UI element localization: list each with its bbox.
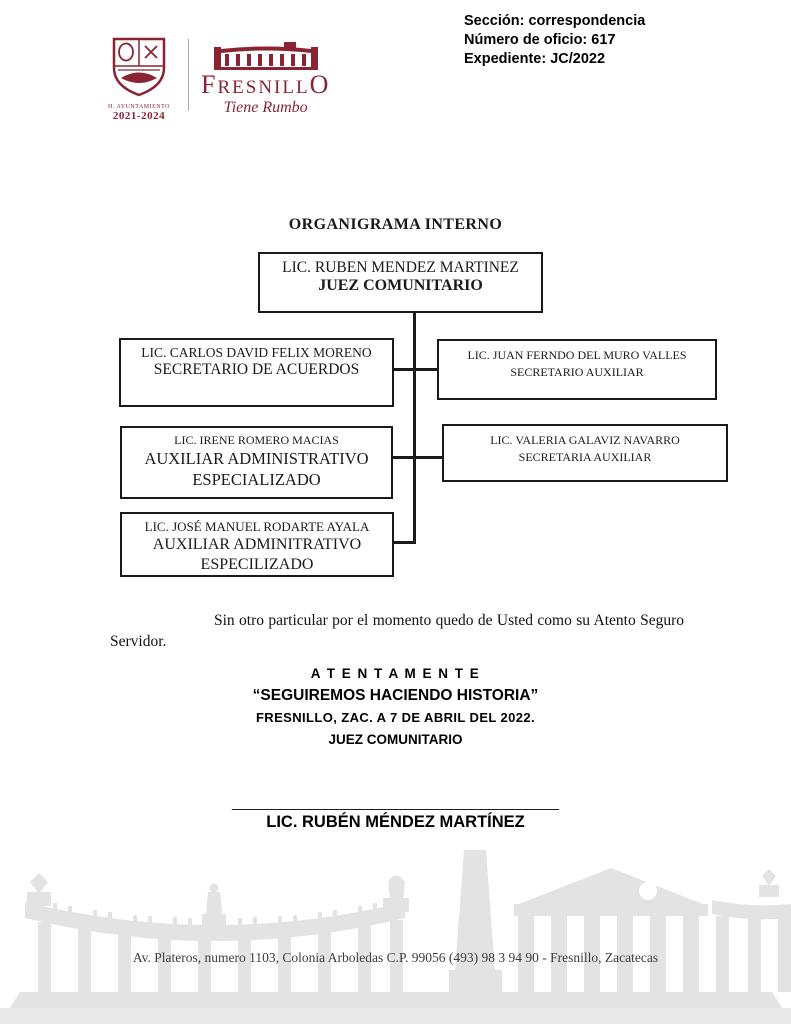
- org-connector-elbow: [392, 541, 415, 544]
- org-node-name: LIC. VALERIA GALAVIZ NAVARRO: [490, 433, 680, 447]
- signature-block: [0, 794, 791, 832]
- org-connector-row1: [392, 368, 437, 371]
- org-node-auxiliar-adminitrativo-especilizado: [120, 512, 394, 577]
- org-node-secretario-de-acuerdos: [119, 338, 394, 407]
- meta-expediente: Expediente: JC/2022: [464, 51, 606, 67]
- brand-block: [100, 36, 330, 122]
- watermark-monument: [0, 844, 791, 1024]
- brand-tagline: Tiene Rumbo: [223, 98, 308, 116]
- org-node-name: LIC. JUAN FERNDO DEL MURO VALLES: [467, 348, 687, 362]
- closing-role-line: JUEZ COMUNITARIO: [328, 732, 463, 747]
- org-chart-title: ORGANIGRAMA INTERNO: [288, 216, 503, 233]
- brand-divider: [188, 39, 189, 111]
- org-node-secretario-auxiliar: [437, 339, 717, 400]
- org-node-role: SECRETARIO AUXILIAR: [510, 365, 644, 379]
- meta-seccion: Sección: correspondencia: [464, 13, 646, 29]
- org-node-name: LIC. RUBEN MENDEZ MARTINEZ: [282, 259, 519, 276]
- slogan-line: “SEGUIREMOS HACIENDO HISTORIA”: [252, 687, 539, 704]
- org-node-name: LIC. JOSÉ MANUEL RODARTE AYALA: [144, 519, 370, 534]
- signature-name: LIC. RUBÉN MÉNDEZ MARTÍNEZ: [266, 813, 525, 831]
- coat-of-arms-icon: [110, 85, 168, 102]
- org-connector-trunk: [413, 313, 416, 544]
- closing-block: [0, 663, 791, 751]
- org-node-auxiliar-administrativo-especializado: [120, 426, 393, 499]
- atentamente-line: A T E N T A M E N T E: [310, 666, 481, 681]
- org-node-role: AUXILIAR ADMINISTRATIVO ESPECIALIZADO: [144, 449, 369, 489]
- fresnillo-monument-silhouette-icon: [0, 1011, 791, 1024]
- org-node-name: LIC. IRENE ROMERO MACIAS: [174, 433, 339, 447]
- org-node-role: SECRETARIA AUXILIAR: [518, 450, 652, 464]
- org-node-juez-comunitario: [258, 252, 543, 313]
- org-node-role: SECRETARIO DE ACUERDOS: [153, 361, 360, 378]
- footer-address: Av. Plateros, numero 1103, Colonia Arboledas C.P. 99056 (493) 98 3 94 90 - Fresnillo, Zacatecas: [132, 950, 659, 965]
- signature-rule: __________________________________________: [231, 794, 560, 810]
- place-date-line: FRESNILLO, ZAC. A 7 DE ABRIL DEL 2022.: [255, 710, 536, 725]
- coat-of-arms-logo: [100, 36, 178, 122]
- org-connector-row2: [391, 456, 442, 459]
- meta-numero-oficio: Número de oficio: 617: [464, 32, 616, 48]
- crest-years: 2021-2024: [112, 110, 166, 122]
- org-node-secretaria-auxiliar: [442, 424, 728, 482]
- crest-caption: H. AYUNTAMIENTO: [107, 104, 171, 110]
- closing-paragraph: Sin otro particular por el momento quedo de Usted como su Atento Seguro Servidor.: [110, 612, 684, 650]
- fresnillo-logo: [201, 42, 330, 117]
- org-node-role: AUXILIAR ADMINITRATIVO ESPECILIZADO: [152, 536, 362, 573]
- document-meta-block: [464, 12, 645, 69]
- colonnade-icon: [214, 57, 318, 74]
- org-node-role: JUEZ COMUNITARIO: [318, 277, 483, 294]
- org-node-name: LIC. CARLOS DAVID FELIX MORENO: [141, 345, 372, 360]
- fresnillo-wordmark: FRESNILLO: [201, 69, 331, 99]
